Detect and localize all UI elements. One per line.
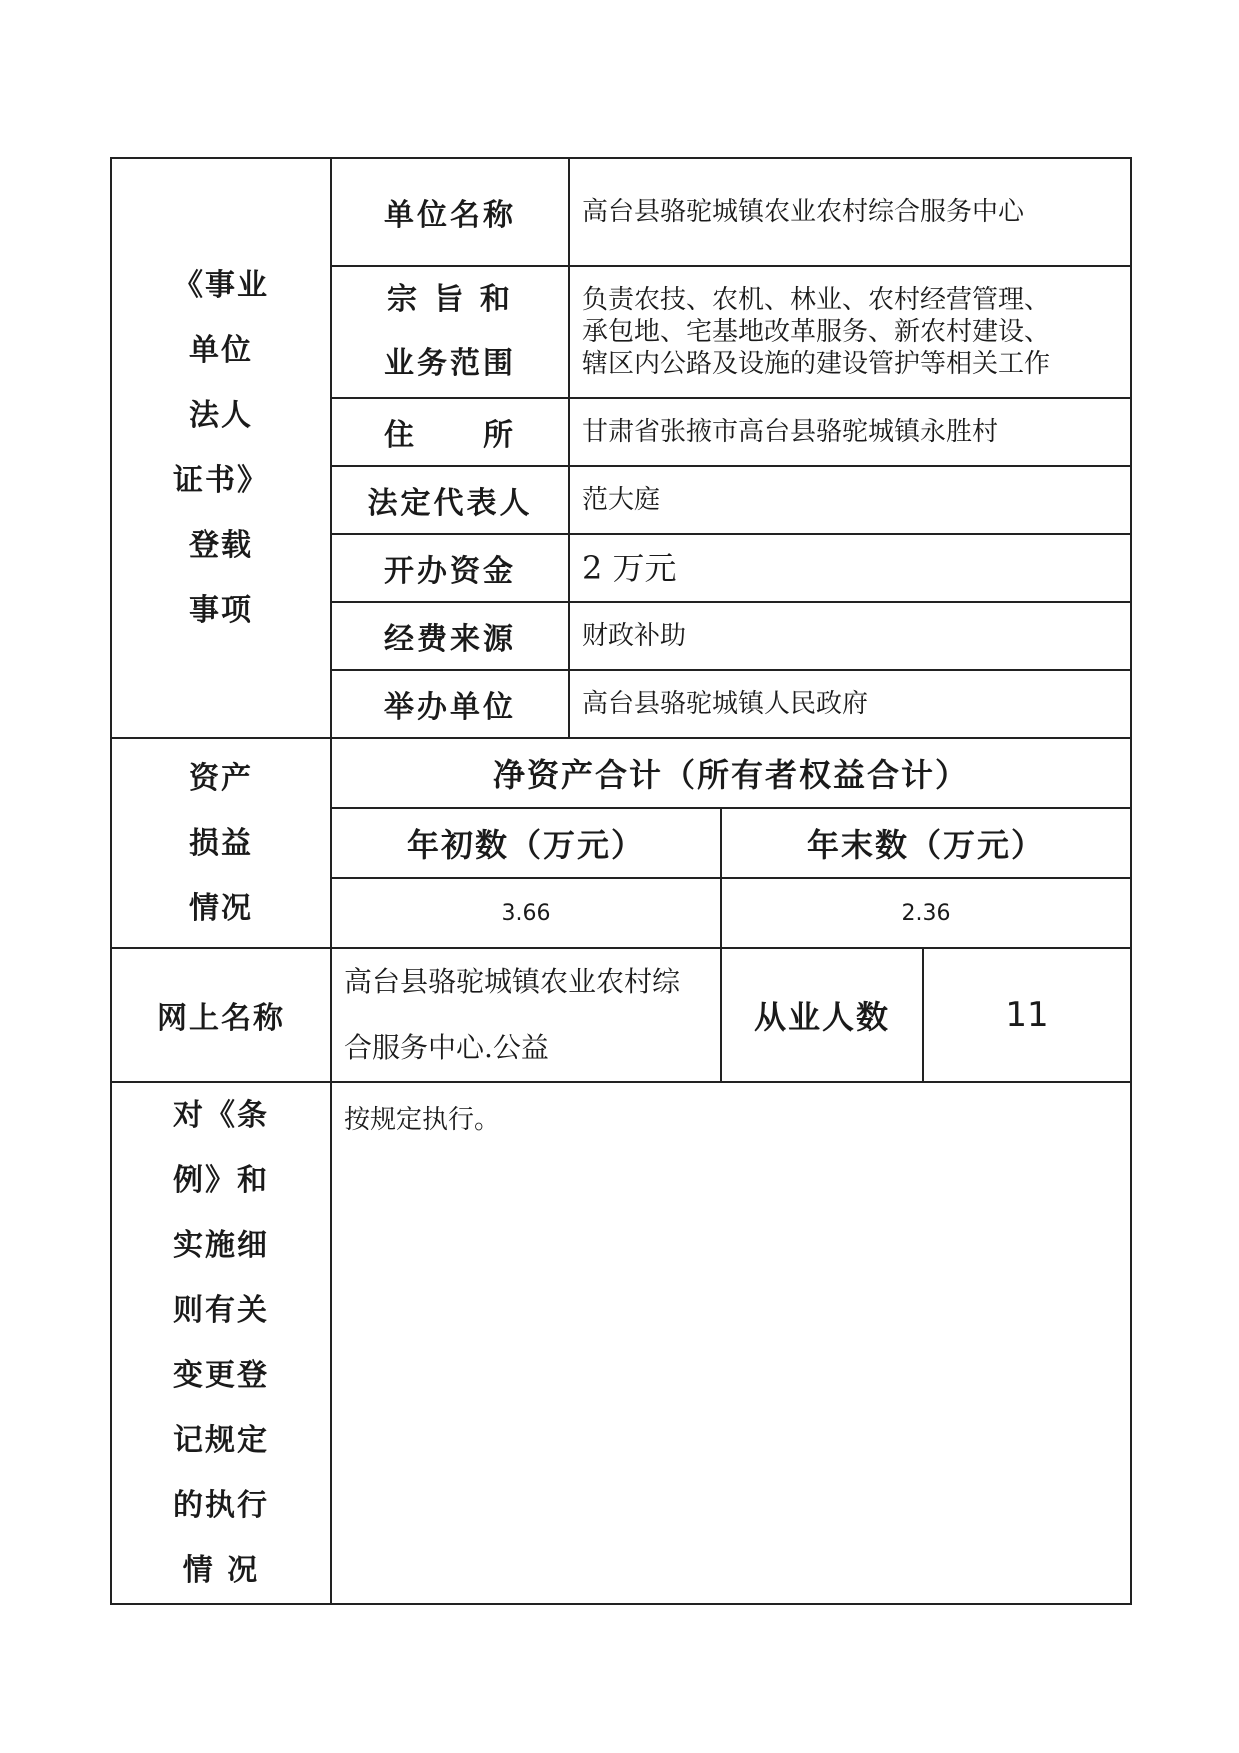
label-funds: 开办资金	[331, 534, 569, 602]
label-staff-count: 从业人数	[721, 948, 923, 1082]
label-online-name: 网上名称	[111, 948, 331, 1082]
row-unit-name	[111, 158, 1131, 266]
label-sponsor: 举办单位	[331, 670, 569, 738]
end-value: 2.36	[721, 878, 1131, 948]
value-legal-rep: 范大庭	[569, 466, 1131, 534]
row-online-name	[111, 948, 1131, 1082]
section-assets: 资产 损益 情况	[111, 738, 331, 948]
value-sponsor: 高台县骆驼城镇人民政府	[569, 670, 1131, 738]
row-execution	[111, 1082, 1131, 1604]
value-funding-source: 财政补助	[569, 602, 1131, 670]
begin-value: 3.66	[331, 878, 721, 948]
col-begin-header: 年初数（万元）	[331, 808, 721, 878]
registration-table	[110, 157, 1132, 1605]
value-staff-count: 11	[923, 948, 1131, 1082]
section-certificate-items: 《事业 单位 法人 证书》 登载 事项	[111, 158, 331, 738]
net-assets-header: 净资产合计（所有者权益合计）	[331, 738, 1131, 808]
label-unit-name: 单位名称	[331, 158, 569, 266]
label-execution: 对《条 例》和 实施细 则有关 变更登 记规定 的执行 情 况	[111, 1082, 331, 1604]
label-purpose-scope: 宗 旨 和 业务范围	[331, 266, 569, 398]
value-funds: 2 万元	[569, 534, 1131, 602]
label-funding-source: 经费来源	[331, 602, 569, 670]
label-address: 住 所	[331, 398, 569, 466]
value-unit-name: 高台县骆驼城镇农业农村综合服务中心	[569, 158, 1131, 266]
row-net-assets-header	[111, 738, 1131, 808]
value-online-name: 高台县骆驼城镇农业农村综 合服务中心.公益	[331, 948, 721, 1082]
col-end-header: 年末数（万元）	[721, 808, 1131, 878]
value-execution: 按规定执行。	[331, 1082, 1131, 1604]
value-address: 甘肃省张掖市高台县骆驼城镇永胜村	[569, 398, 1131, 466]
value-purpose-scope: 负责农技、农机、林业、农村经营管理、 承包地、宅基地改革服务、新农村建设、 辖区内公路及设施的建设管护等相关工作	[569, 266, 1131, 398]
label-legal-rep: 法定代表人	[331, 466, 569, 534]
